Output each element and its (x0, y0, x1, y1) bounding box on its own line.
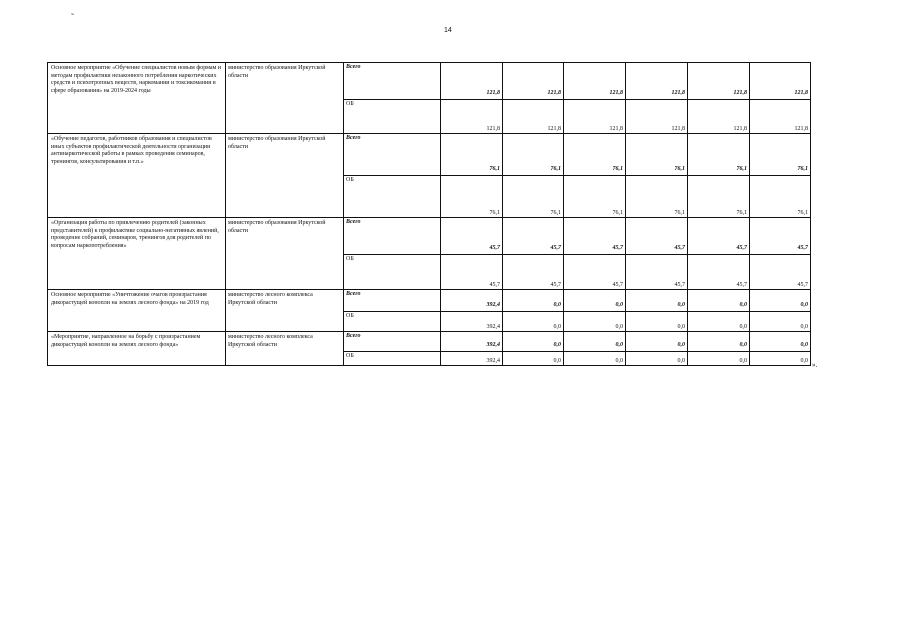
amount-cell: 45,7 (441, 255, 503, 290)
funding-source-cell: Всего (344, 332, 441, 352)
funding-source-cell: Всего (344, 63, 441, 100)
amount-cell: 76,1 (503, 134, 564, 176)
budget-table (47, 62, 811, 366)
activity-name-cell: «Организация работы по привлечению родителей (законных представителей) к профилактике социально-негативных явлений, проведение собраний, семинаров, тренингов для родителей по вопросам наркопотребления» (48, 218, 226, 290)
table-row-total (48, 332, 811, 352)
amount-cell: 121,8 (688, 63, 750, 100)
funding-source-cell: ОБ (344, 255, 441, 290)
funding-source-cell: ОБ (344, 312, 441, 332)
table-row-total (48, 218, 811, 255)
amount-cell: 76,1 (564, 176, 626, 218)
amount-cell: 45,7 (626, 255, 688, 290)
amount-cell: 0,0 (688, 352, 750, 366)
funding-source-cell: Всего (344, 218, 441, 255)
amount-cell: 121,8 (750, 63, 811, 100)
amount-cell: 121,8 (626, 100, 688, 134)
amount-cell: 121,8 (750, 100, 811, 134)
amount-cell: 76,1 (626, 176, 688, 218)
amount-cell: 45,7 (503, 218, 564, 255)
amount-cell: 45,7 (564, 218, 626, 255)
amount-cell: 45,7 (688, 255, 750, 290)
amount-cell: 45,7 (626, 218, 688, 255)
page-number: 14 (444, 27, 452, 34)
amount-cell: 45,7 (750, 218, 811, 255)
amount-cell: 45,7 (503, 255, 564, 290)
amount-cell: 0,0 (503, 290, 564, 312)
amount-cell: 76,1 (441, 176, 503, 218)
activity-name-cell: Основное мероприятие «Уничтожение очагов произрастания дикорастущей конопли на землях лесного фонда» на 2019 год (48, 290, 226, 332)
responsible-executor-cell: министерство образования Иркутской области (226, 134, 344, 218)
amount-cell: 392,4 (441, 290, 503, 312)
amount-cell: 0,0 (750, 290, 811, 312)
amount-cell: 45,7 (441, 218, 503, 255)
amount-cell: 0,0 (750, 312, 811, 332)
responsible-executor-cell: министерство лесного комплекса Иркутской области (226, 332, 344, 366)
responsible-executor-cell: министерство образования Иркутской области (226, 218, 344, 290)
amount-cell: 76,1 (688, 176, 750, 218)
amount-cell: 0,0 (564, 352, 626, 366)
responsible-executor-cell: министерство образования Иркутской области (226, 63, 344, 134)
amount-cell: 121,8 (564, 63, 626, 100)
stray-mark: ˜ (71, 12, 74, 22)
amount-cell: 121,8 (564, 100, 626, 134)
amount-cell: 0,0 (750, 352, 811, 366)
amount-cell: 0,0 (626, 312, 688, 332)
amount-cell: 45,7 (750, 255, 811, 290)
activity-name-cell: Основное мероприятие «Обучение специалистов новым формам и методам профилактики незаконного потребления наркотических средств и психотропных веществ, наркомании и токсикомании в сфере образования» на 2019-2024 годы (48, 63, 226, 134)
amount-cell: 45,7 (688, 218, 750, 255)
amount-cell: 0,0 (626, 352, 688, 366)
amount-cell: 76,1 (688, 134, 750, 176)
amount-cell: 121,8 (441, 100, 503, 134)
amount-cell: 0,0 (688, 332, 750, 352)
amount-cell: 0,0 (688, 312, 750, 332)
amount-cell: 0,0 (503, 352, 564, 366)
amount-cell: 392,4 (441, 312, 503, 332)
table-row-total (48, 290, 811, 312)
amount-cell: 392,4 (441, 332, 503, 352)
budget-table-body (48, 63, 811, 366)
amount-cell: 76,1 (564, 134, 626, 176)
amount-cell: 0,0 (626, 332, 688, 352)
amount-cell: 76,1 (441, 134, 503, 176)
activity-name-cell: «Обучение педагогов, работников образования и специалистов иных субъектов профилактической деятельности организации антинаркотической работы в рамках проведения семинаров, тренингов, консультирования и т.п.» (48, 134, 226, 218)
amount-cell: 121,8 (503, 100, 564, 134)
amount-cell: 45,7 (564, 255, 626, 290)
amount-cell: 76,1 (750, 176, 811, 218)
amount-cell: 121,8 (441, 63, 503, 100)
amount-cell: 76,1 (626, 134, 688, 176)
amount-cell: 0,0 (626, 290, 688, 312)
funding-source-cell: Всего (344, 134, 441, 176)
amount-cell: 0,0 (750, 332, 811, 352)
funding-source-cell: ОБ (344, 352, 441, 366)
amount-cell: 0,0 (503, 332, 564, 352)
funding-source-cell: Всего (344, 290, 441, 312)
activity-name-cell: «Мероприятие, направленное на борьбу с произрастанием дикорастущей конопли на землях лесного фонда» (48, 332, 226, 366)
amount-cell: 0,0 (564, 312, 626, 332)
responsible-executor-cell: министерство лесного комплекса Иркутской области (226, 290, 344, 332)
amount-cell: 0,0 (688, 290, 750, 312)
amount-cell: 0,0 (564, 332, 626, 352)
amount-cell: 392,4 (441, 352, 503, 366)
amount-cell: 0,0 (503, 312, 564, 332)
amount-cell: 0,0 (564, 290, 626, 312)
closing-quote-mark: ». (812, 361, 818, 369)
amount-cell: 121,8 (688, 100, 750, 134)
table-row-total (48, 134, 811, 176)
amount-cell: 121,8 (626, 63, 688, 100)
funding-source-cell: ОБ (344, 100, 441, 134)
amount-cell: 121,8 (503, 63, 564, 100)
funding-source-cell: ОБ (344, 176, 441, 218)
amount-cell: 76,1 (750, 134, 811, 176)
amount-cell: 76,1 (503, 176, 564, 218)
table-row-total (48, 63, 811, 100)
